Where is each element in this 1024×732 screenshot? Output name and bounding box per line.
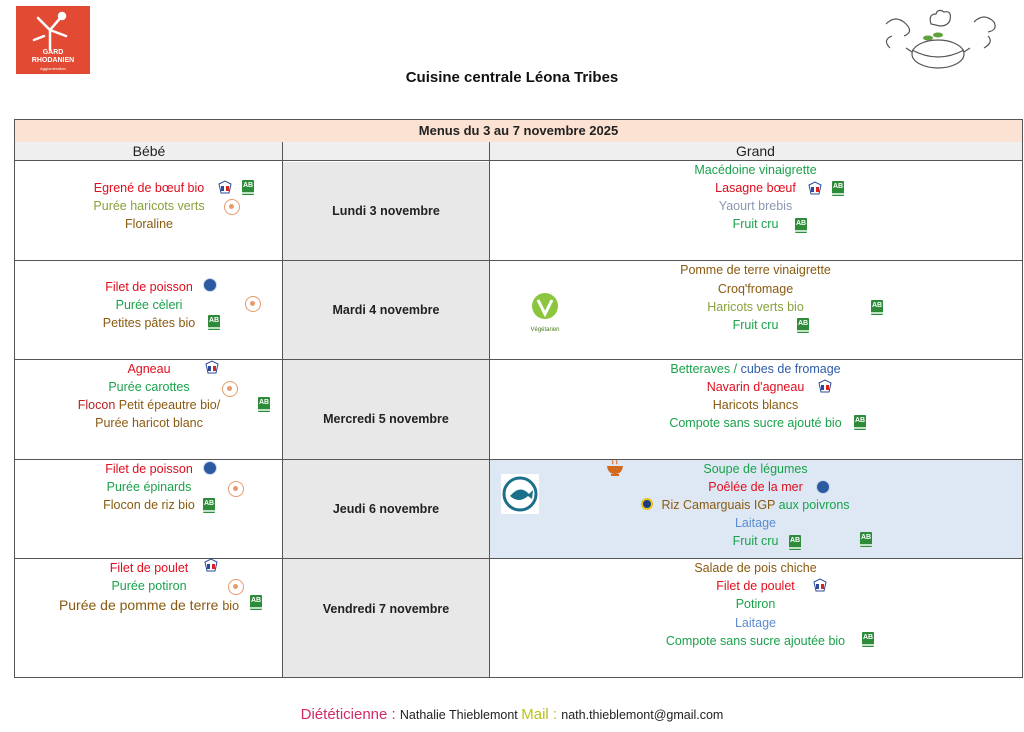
day-jeudi: Jeudi 6 novembre [332,502,440,516]
label-rouge-icon [224,199,240,215]
vegetarian-leaf-icon [525,292,565,322]
igp-label-icon [641,498,653,510]
msc-fish-label-icon [203,278,217,292]
menu-item: Purée cèleri [115,298,183,312]
french-origin-icon [807,181,823,197]
menu-item: Yaourt brebis [718,199,793,213]
menu-item: Purée carottes [108,380,190,394]
menu-item: Filet de poisson [105,462,193,476]
menu-item: Fruit cru [732,318,779,332]
msc-fish-label-icon [203,461,217,475]
logo-subtext: Agglomération [40,66,66,71]
menu-item: Egrené de bœuf bio [93,181,205,195]
ab-bio-icon: AB [789,535,801,550]
menu-item-line: Purée de pomme de terre bio [58,597,240,613]
day-cell [283,360,489,459]
menu-item: Compote sans sucre ajouté bio [669,416,842,430]
french-origin-icon [217,180,233,196]
menu-item: Pomme de terre vinaigrette [680,263,831,277]
menu-item: Fruit cru [732,217,779,231]
label-rouge-icon [228,481,244,497]
menu-item: Soupe de légumes [703,462,808,476]
footer-label-dietitian: Diététicienne : [300,706,400,723]
menu-item: Navarin d'agneau [706,380,805,394]
menu-item: Purée haricots verts [93,199,205,213]
footer-label-mail: Mail : [521,706,562,723]
menu-item-line: Betteraves / cubes de fromage [670,362,841,376]
label-rouge-icon [222,381,238,397]
day-mardi: Mardi 4 novembre [332,303,440,317]
vegetarian-badge [525,292,565,332]
menu-item: Potiron [735,597,776,611]
ab-bio-icon: AB [795,218,807,233]
french-origin-icon [812,578,828,594]
menu-item: Flocon de riz bio [103,498,195,512]
menu-item: Petites pâtes bio [102,316,196,330]
ab-bio-icon: AB [860,532,872,547]
page-title: Cuisine centrale Léona Tribes [405,69,619,86]
msc-fish-label-icon [816,480,830,494]
menu-item: Floraline [125,217,173,231]
day-cell [283,559,489,677]
menu-item-line: Riz Camarguais IGP aux poivrons [661,498,850,512]
footer-name: Nathalie Thieblemont [399,708,522,722]
logo-text: GARD RHODANIEN [31,49,75,64]
soup-bowl-icon [605,458,625,478]
table-header: Menus du 3 au 7 novembre 2025 [15,120,1022,143]
menu-item-line: Lasagne bœuf [715,181,796,195]
ab-bio-icon: AB [242,180,254,195]
ab-bio-icon: AB [871,300,883,315]
menu-item: Salade de pois chiche [694,561,817,575]
ab-bio-icon: AB [250,595,262,610]
fish-label-badge [501,474,539,514]
ab-bio-icon: AB [208,315,220,330]
column-grand-header: Grand [489,142,1022,161]
ab-bio-icon: AB [797,318,809,333]
vegetarian-label: Végétarien [530,327,560,333]
label-rouge-icon [245,296,261,312]
menu-table [14,119,1023,678]
column-bebe-header: Bébé [15,142,283,161]
menu-item: Compote sans sucre ajoutée bio [665,634,846,648]
footer-contact [0,706,1024,723]
ab-bio-icon: AB [862,632,874,647]
menu-item: Macédoine vinaigrette [694,163,817,177]
menu-item: Purée haricot blanc [95,416,203,430]
menu-item: Agneau [127,362,171,376]
menu-item: Laitage [734,616,776,630]
day-mercredi: Mercredi 5 novembre [323,412,449,426]
menu-item: Croq'fromage [717,282,794,296]
menu-item: Haricots blancs [712,398,799,412]
menu-item: Haricots verts bio [707,300,804,314]
french-origin-icon [817,379,833,395]
gard-rhodanien-logo [16,6,90,74]
menu-item-line: Flocon Petit épeautre bio/ [77,398,221,412]
menu-item: Fruit cru [732,534,779,548]
footer-email[interactable]: nath.thieblemont@gmail.com [561,708,724,722]
french-origin-icon [203,558,219,574]
day-vendredi: Vendredi 7 novembre [322,602,450,616]
menu-item: Purée potiron [111,579,187,593]
fish-circle-icon [501,474,539,514]
menu-item: Purée épinards [106,480,192,494]
ab-bio-icon: AB [854,415,866,430]
menu-item: Filet de poulet [716,579,795,593]
menu-item: Laitage [734,516,776,530]
menu-item: Filet de poulet [109,561,189,575]
cooking-pot-illustration-icon [876,4,1001,76]
ab-bio-icon: AB [258,397,270,412]
day-lundi: Lundi 3 novembre [332,204,440,218]
ab-bio-icon: AB [203,498,215,513]
column-day-header [283,142,489,161]
ab-bio-icon: AB [832,181,844,196]
label-rouge-icon [228,579,244,595]
menu-item: Poêlée de la mer [708,480,803,494]
french-origin-icon [204,360,220,376]
menu-item: Filet de poisson [105,280,193,294]
